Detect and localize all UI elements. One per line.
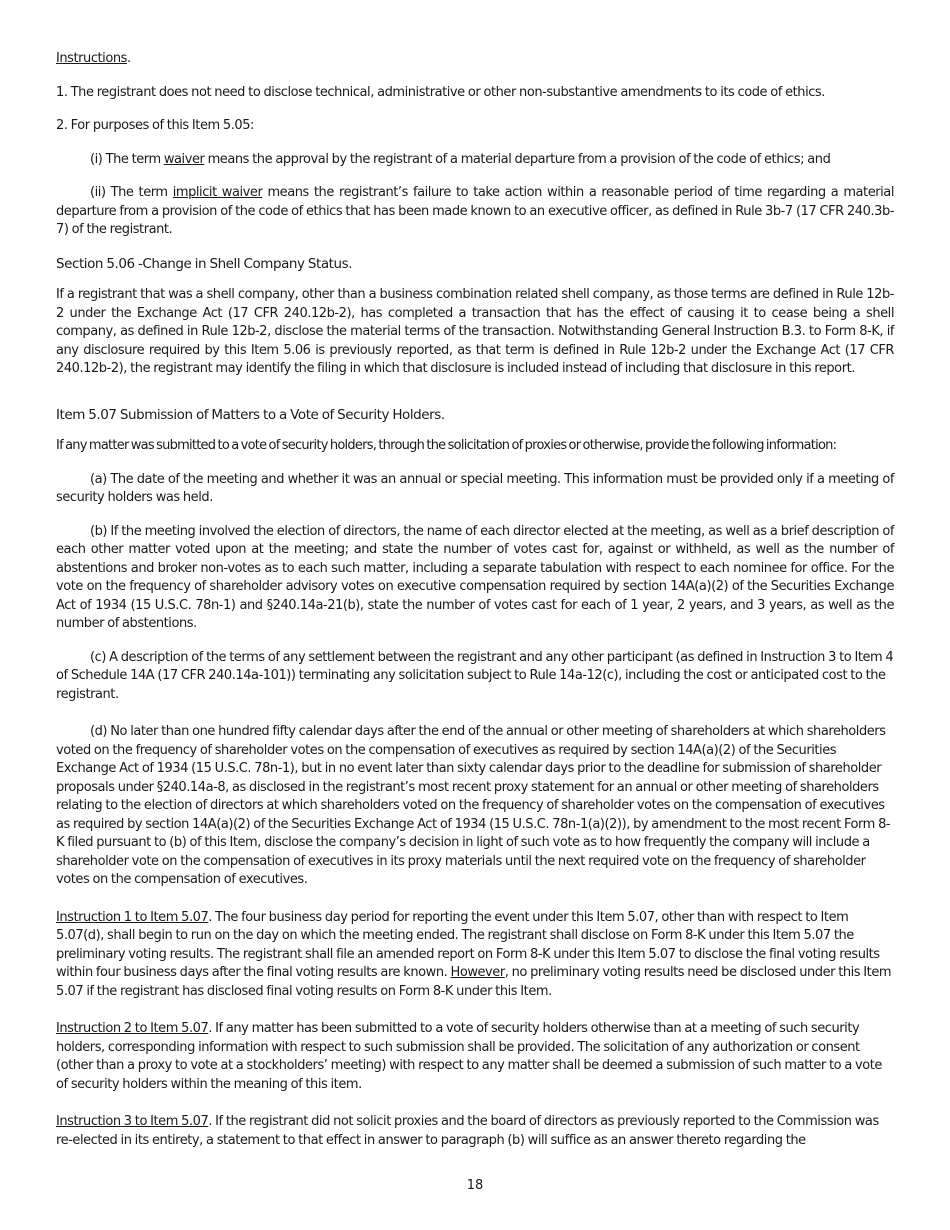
instruction-1: Instruction 1 to Item 5.07. The four business day period for reporting the event under this Item 5.07, other than with respect to Item 5.07(d), shall begin to run on the day on which the meeting ended. The registrant shall disclose on Form 8-K under this Item 5.07 the preliminary voting results. The registrant shall file an amended report on Form 8-K under this Item 5.07 to disclose the final voting results within four business days after the final voting results are known. However, no preliminary voting results need be disclosed under this Item 5.07 if the registrant has disclosed final voting results on Form 8-K under this Item.: [56, 909, 892, 999]
document-page: [56, 50, 894, 1165]
however-underlined: However: [450, 965, 505, 980]
section-506-heading: Section 5.06 -Change in Shell Company Status.: [56, 255, 353, 272]
instruction-3: Instruction 3 to Item 5.07. If the registrant did not solicit proxies and the board of directors as previously reported to the Commission was re-elected in its entirety, a statement to that effect in answer to paragraph (b) will suffice as an answer thereto regarding the: [56, 1114, 879, 1148]
item-505-paragraph-1: 1. The registrant does not need to disclose technical, administrative or other non-substantive amendments to its code of ethics.: [56, 84, 825, 100]
instructions-heading-label: Instructions: [56, 51, 127, 66]
term-implicit-waiver: implicit waiver: [172, 185, 263, 200]
instructions-heading: Instructions.: [56, 51, 131, 66]
instruction-1-label: Instruction 1 to Item 5.07: [56, 909, 209, 925]
item-507-paragraph-d: (d) No later than one hundred fifty calendar days after the end of the annual or other meeting of shareholders at which shareholders voted on the frequency of shareholder votes on the compensation of executives as required by section 14A(a)(2) of the Securities Exchange Act of 1934 (15 U.S.C. 78n-1), but in no event later than sixty calendar days prior to the deadline for submission of shareholder proposals under §240.14a-8, as disclosed in the registrant’s most recent proxy statement for an annual or other meeting of shareholders relating to the election of directors at which shareholders voted on the frequency of shareholder votes on the compensation of executives as required by section 14A(a)(2) of the Securities Exchange Act of 1934 (15 U.S.C. 78n-1(a)(2)), by amendment to the most recent Form 8-K filed pursuant to (b) of this Item, disclose the company’s decision in light of such vote as to how frequently the company will include a shareholder vote on the compensation of executives in its proxy materials until the next required vote on the frequency of shareholder votes on the compensation of executives.: [56, 724, 891, 887]
item-507-paragraph-a: (a) The date of the meeting and whether it was an annual or special meeting. This information must be provided only if a meeting of security holders was held.: [56, 471, 894, 505]
instruction-2: Instruction 2 to Item 5.07. If any matter has been submitted to a vote of security holders otherwise than at a meeting of such security holders, corresponding information with respect to such submission shall be provided. The solicitation of any authorization or consent (other than a proxy to vote at a stockholders’ meeting) with respect to any matter shall be deemed a submission of such matter to a vote of security holders within the meaning of this item.: [56, 1021, 882, 1092]
item-507-paragraph-b: (b) If the meeting involved the election of directors, the name of each director elected at the meeting, as well as a brief description of each other matter voted upon at the meeting; and state the number of votes cast for, against or withheld, as well as the number of abstentions and broker non-votes as to each such matter, including a separate tabulation with respect to each nominee for office. For the vote on the frequency of shareholder advisory votes on executive compensation required by section 14A(a)(2) of the Securities Exchange Act of 1934 (15 U.S.C. 78n-1) and §240.14a-21(b), state the number of votes cast for each of 1 year, 2 years, and 3 years, as well as the number of abstentions.: [56, 523, 894, 631]
item-507-intro: If any matter was submitted to a vote of security holders, through the solicitation of proxies or otherwise, provide the following information:: [56, 438, 837, 453]
instruction-3-label: Instruction 3 to Item 5.07: [56, 1114, 209, 1129]
page-number: 18: [466, 1178, 484, 1193]
item-507-heading: Item 5.07 Submission of Matters to a Vote of Security Holders.: [56, 406, 445, 423]
item-505-clause-i: (i) The term waiver means the approval by the registrant of a material departure from a provision of the code of ethics; and: [90, 151, 831, 167]
section-506-body: If a registrant that was a shell company, other than a business combination related shell company, as those terms are defined in Rule 12b-2 under the Exchange Act (17 CFR 240.12b-2), has completed a transaction that has the effect of causing it to cease being a shell company, as defined in Rule 12b-2, disclose the material terms of the transaction. Notwithstanding General Instruction B.3. to Form 8-K, if any disclosure required by this Item 5.06 is previously reported, as that term is defined in Rule 12b-2 under the Exchange Act (17 CFR 240.12b-2), the registrant may identify the filing in which that disclosure is included instead of including that disclosure in this report.: [56, 287, 894, 376]
item-505-clause-ii: (ii) The term implicit waiver means the registrant’s failure to take action within a reasonable period of time regarding a material departure from a provision of the code of ethics that has been made known to an executive officer, as defined in Rule 3b-7 (17 CFR 240.3b-7) of the registrant.: [56, 185, 894, 237]
instruction-2-label: Instruction 2 to Item 5.07: [56, 1021, 209, 1036]
term-waiver: waiver: [163, 151, 205, 167]
item-507-paragraph-c: (c) A description of the terms of any settlement between the registrant and any other participant (as defined in Instruction 3 to Item 4 of Schedule 14A (17 CFR 240.14a-101)) terminating any solicitation subject to Rule 14a-12(c), including the cost or anticipated cost to the registrant.: [56, 649, 894, 702]
item-505-paragraph-2: 2. For purposes of this Item 5.05:: [56, 118, 254, 133]
